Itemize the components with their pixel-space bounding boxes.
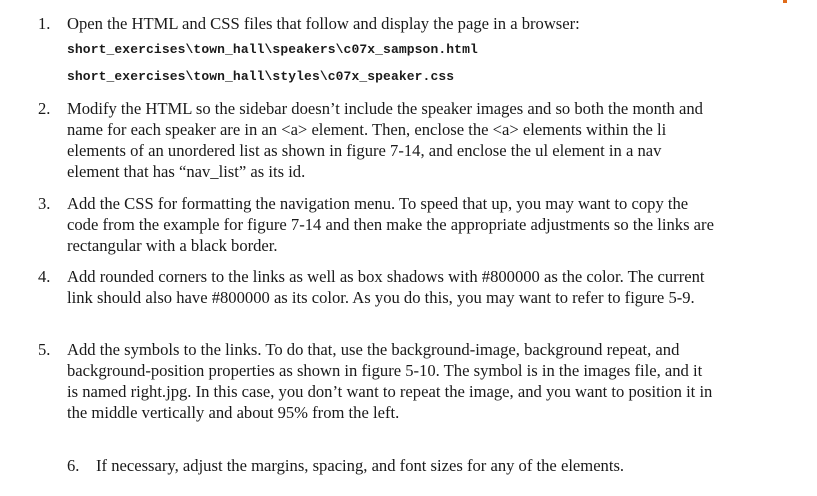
corner-mark bbox=[783, 0, 787, 3]
css-file-path: short_exercises\town_hall\styles\c07x_speaker.css bbox=[67, 69, 455, 84]
step-5-number: 5. bbox=[38, 340, 51, 359]
step-5-text: Add the symbols to the links. To do that, use the background-image, background repeat, and background-position properties as shown in figure 5-10. The symbol is in the images file, and it is named right.jpg. In this case, you don’t want to repeat the image, and you want to position it in the middle vertically and about 95% from the left. bbox=[67, 340, 713, 422]
step-4-text: Add rounded corners to the links as well as box shadows with #800000 as the color. The current link should also have #800000 as its color. As you do this, you may want to refer to figure 5-9. bbox=[67, 267, 705, 307]
step-3-text: Add the CSS for formatting the navigation menu. To speed that up, you may want to copy the code from the example for figure 7-14 and then make the appropriate adjustments so the links are rectangular with a black border. bbox=[67, 194, 714, 255]
step-3-number: 3. bbox=[38, 194, 51, 213]
step-2-number: 2. bbox=[38, 99, 51, 118]
step-1-number: 1. bbox=[38, 14, 51, 33]
step-1-text: Open the HTML and CSS files that follow and display the page in a browser: bbox=[67, 14, 580, 33]
step-6-number: 6. bbox=[67, 456, 80, 475]
html-file-path: short_exercises\town_hall\speakers\c07x_sampson.html bbox=[67, 42, 478, 57]
step-2-text: Modify the HTML so the sidebar doesn’t include the speaker images and so both the month and name for each speaker are in an <a> element. Then, enclose the <a> elements within the li elements of an unordered list as shown in figure 7-14, and enclose the ul element in a nav element that has “nav_list” as its id. bbox=[67, 99, 703, 181]
step-6-text: If necessary, adjust the margins, spacing, and font sizes for any of the elements. bbox=[96, 456, 625, 475]
step-4-number: 4. bbox=[38, 267, 51, 286]
